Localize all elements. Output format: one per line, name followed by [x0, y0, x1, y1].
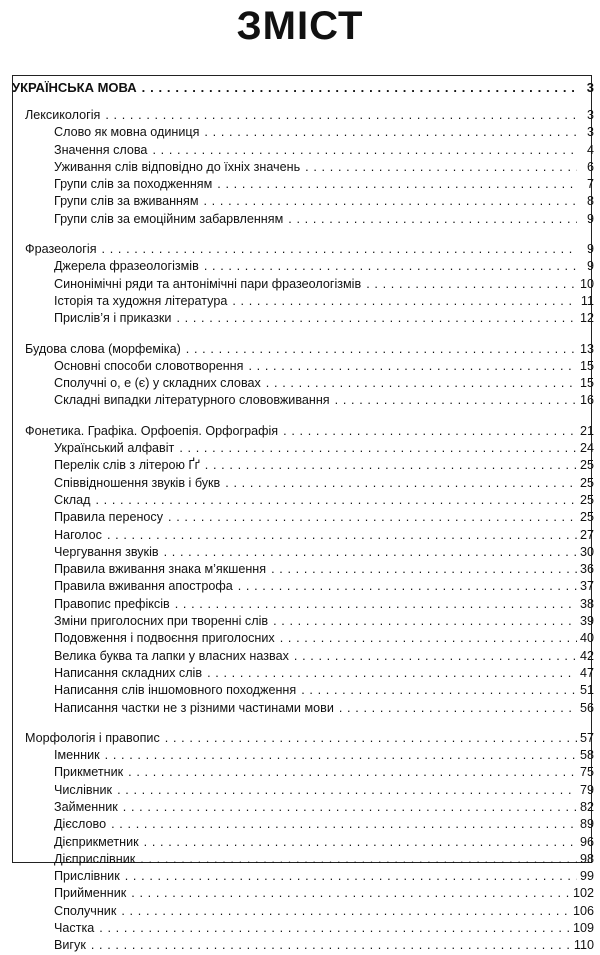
- dot-leader: [117, 782, 577, 799]
- toc-entry[interactable]: [12, 258, 596, 275]
- dot-leader: [140, 851, 577, 868]
- toc-entry-label: Співвідношення звуків і букв: [54, 475, 221, 490]
- dot-leader: [165, 730, 577, 747]
- toc-entry-label: Вигук: [54, 938, 86, 953]
- toc-entry-page: 82: [579, 799, 594, 814]
- toc-entry[interactable]: [12, 193, 596, 210]
- toc-entry[interactable]: [12, 358, 596, 375]
- toc-section-page: 21: [579, 423, 594, 438]
- dot-leader: [288, 211, 577, 228]
- toc-entry-label: Правила вживання апострофа: [54, 579, 233, 594]
- toc-entry[interactable]: [12, 834, 596, 851]
- toc-entry-label: Дієслово: [54, 817, 107, 832]
- toc-main-section-page: 3: [586, 80, 594, 95]
- toc-section-label: Фонетика. Графіка. Орфоепія. Орфографія: [25, 423, 279, 438]
- dot-leader: [125, 868, 577, 885]
- dot-leader: [186, 341, 577, 358]
- toc-entry[interactable]: [12, 903, 596, 920]
- toc-section[interactable]: [12, 730, 596, 747]
- dot-leader: [95, 492, 577, 509]
- toc-entry[interactable]: [12, 492, 596, 509]
- toc-groups: [12, 97, 596, 955]
- toc-entry-page: 51: [579, 683, 594, 698]
- toc-entry[interactable]: [12, 596, 596, 613]
- toc-entry[interactable]: [12, 682, 596, 699]
- dot-leader: [335, 392, 577, 409]
- toc-entry[interactable]: [12, 700, 596, 717]
- toc-entry[interactable]: [12, 440, 596, 457]
- dot-leader: [283, 423, 577, 440]
- dot-leader: [105, 107, 577, 124]
- dot-leader: [128, 764, 577, 781]
- toc-entry-page: 8: [586, 194, 594, 209]
- dot-leader: [238, 578, 577, 595]
- toc-entry-label: Прислів’я і приказки: [54, 311, 172, 326]
- toc-entry[interactable]: [12, 816, 596, 833]
- toc-entry-label: Написання частки не з різними частинами мови: [54, 700, 334, 715]
- toc-entry-label: Уживання слів відповідно до їхніх значень: [54, 159, 301, 174]
- toc-entry[interactable]: [12, 310, 596, 327]
- toc-entry[interactable]: [12, 747, 596, 764]
- toc-entry-label: Синонімічні ряди та антонімічні пари фразеологізмів: [54, 276, 362, 291]
- dot-leader: [271, 561, 577, 578]
- toc-entry[interactable]: [12, 937, 596, 954]
- toc-entry-page: 25: [579, 492, 594, 507]
- toc-entry-label: Велика буква та лапки у власних назвах: [54, 648, 289, 663]
- toc-entry[interactable]: [12, 630, 596, 647]
- toc-entry[interactable]: [12, 276, 596, 293]
- toc-entry[interactable]: [12, 457, 596, 474]
- toc-entry[interactable]: [12, 124, 596, 141]
- dot-leader: [164, 544, 577, 561]
- toc-section-label: Фразеологія: [25, 242, 97, 257]
- dot-leader: [266, 375, 577, 392]
- toc-entry-label: Групи слів за походженням: [54, 177, 213, 192]
- toc-entry-label: Іменник: [54, 748, 100, 763]
- dot-leader: [179, 440, 577, 457]
- toc-entry-label: Сполучні о, е (є) у складних словах: [54, 376, 261, 391]
- toc-entry-label: Сполучник: [54, 903, 117, 918]
- toc-entry-label: Український алфавіт: [54, 441, 175, 456]
- dot-leader: [176, 310, 577, 327]
- dot-leader: [121, 903, 570, 920]
- toc-entry-label: Частка: [54, 921, 95, 936]
- toc-entry[interactable]: [12, 475, 596, 492]
- dot-leader: [301, 682, 577, 699]
- toc-entry[interactable]: [12, 799, 596, 816]
- dot-leader: [152, 142, 577, 159]
- toc-entry[interactable]: [12, 851, 596, 868]
- toc-entry-label: Значення слова: [54, 142, 148, 157]
- toc-entry-label: Написання слів іншомовного походження: [54, 683, 297, 698]
- toc-entry[interactable]: [12, 868, 596, 885]
- toc-section-label: Лексикологія: [25, 108, 101, 122]
- group-spacer: [12, 410, 596, 423]
- toc-entry-page: 99: [579, 869, 594, 884]
- toc-entry-page: 9: [586, 259, 594, 274]
- dot-leader: [273, 613, 577, 630]
- toc-entry-page: 15: [579, 376, 594, 391]
- toc-entry[interactable]: [12, 613, 596, 630]
- toc-entry-page: 3: [586, 125, 594, 140]
- toc-entry-page: 25: [579, 510, 594, 525]
- toc-entry-page: 36: [579, 562, 594, 577]
- toc-entry-page: 58: [579, 748, 594, 763]
- toc-entry-page: 10: [579, 276, 594, 291]
- toc-entry-page: 42: [579, 648, 594, 663]
- toc-entry-page: 24: [579, 441, 594, 456]
- group-spacer: [12, 328, 596, 341]
- dot-leader: [305, 159, 577, 176]
- dot-leader: [107, 527, 577, 544]
- toc-entry-page: 47: [579, 665, 594, 680]
- toc-entry[interactable]: [12, 764, 596, 781]
- toc-section-page: 3: [586, 108, 594, 122]
- toc-entry-label: Прикметник: [54, 765, 124, 780]
- dot-leader: [91, 937, 571, 954]
- toc-section[interactable]: [12, 423, 596, 440]
- toc-entry-label: Історія та художня література: [54, 293, 228, 308]
- dot-leader: [366, 276, 577, 293]
- dot-leader: [225, 475, 577, 492]
- toc-entry-page: 89: [579, 817, 594, 832]
- toc-entry-page: 15: [579, 358, 594, 373]
- dot-leader: [205, 457, 577, 474]
- toc-entry-page: 56: [579, 700, 594, 715]
- group-spacer: [12, 97, 596, 107]
- toc-entry-label: Правила переносу: [54, 510, 164, 525]
- toc-entry-page: 4: [586, 142, 594, 157]
- toc-entry-page: 11: [580, 293, 594, 308]
- dot-leader: [280, 630, 577, 647]
- toc-entry[interactable]: [12, 665, 596, 682]
- toc-entry-page: 30: [579, 544, 594, 559]
- dot-leader: [168, 509, 577, 526]
- toc-entry-page: 25: [579, 458, 594, 473]
- toc-entry-label: Наголос: [54, 527, 102, 542]
- toc-entry[interactable]: [12, 392, 596, 409]
- dot-leader: [217, 176, 577, 193]
- dot-leader: [248, 358, 577, 375]
- toc-entry-label: Прислівник: [54, 869, 120, 884]
- toc-entry-page: 6: [586, 159, 594, 174]
- dot-leader: [203, 193, 577, 210]
- toc-entry[interactable]: [12, 920, 596, 937]
- toc-entry-label: Зміни приголосних при творенні слів: [54, 614, 269, 629]
- toc-entry[interactable]: [12, 159, 596, 176]
- dot-leader: [123, 799, 577, 816]
- dot-leader: [175, 596, 577, 613]
- toc-section[interactable]: [12, 107, 596, 124]
- toc-entry-page: 16: [579, 393, 594, 408]
- toc-entry[interactable]: [12, 142, 596, 159]
- toc-entry-label: Написання складних слів: [54, 665, 203, 680]
- toc-entry-page: 75: [579, 765, 594, 780]
- toc-entry-label: Групи слів за емоційним забарвленням: [54, 211, 284, 226]
- toc-section-page: 57: [579, 730, 594, 745]
- dot-leader: [102, 241, 577, 258]
- dot-leader: [207, 665, 577, 682]
- toc-section[interactable]: [12, 241, 596, 258]
- toc-entry[interactable]: [12, 561, 596, 578]
- toc-entry-label: Складні випадки літературного слововживання: [54, 393, 330, 408]
- toc-entry[interactable]: [12, 176, 596, 193]
- dot-leader: [204, 258, 577, 275]
- toc-entry-page: 109: [572, 921, 594, 936]
- dot-leader: [105, 747, 577, 764]
- toc-entry-page: 110: [573, 938, 594, 953]
- toc-entry-label: Перелік слів з літерою Ґґ: [54, 458, 200, 473]
- toc-entry-label: Слово як мовна одиниця: [54, 125, 200, 140]
- toc-section-label: Будова слова (морфеміка): [25, 341, 181, 356]
- toc-entry-label: Прийменник: [54, 886, 127, 901]
- dot-leader: [111, 816, 577, 833]
- toc-entry-label: Дієприкметник: [54, 834, 139, 849]
- toc-entry-label: Подовження і подвоєння приголосних: [54, 631, 275, 646]
- dot-leader: [294, 648, 577, 665]
- toc-section-label: Морфологія і правопис: [25, 730, 160, 745]
- toc-entry-page: 27: [579, 527, 594, 542]
- toc-entry-page: 12: [579, 311, 594, 326]
- group-spacer: [12, 717, 596, 730]
- dot-leader: [339, 700, 577, 717]
- toc-entry[interactable]: [12, 544, 596, 561]
- toc-entry[interactable]: [12, 648, 596, 665]
- toc-entry-page: 98: [579, 851, 594, 866]
- toc-entry-page: 38: [579, 596, 594, 611]
- dot-leader: [142, 79, 577, 97]
- toc-entry-label: Займенник: [54, 799, 118, 814]
- toc-entry-label: Числівник: [54, 782, 113, 797]
- toc-entry-page: 79: [579, 782, 594, 797]
- toc-main-section[interactable]: [12, 79, 596, 97]
- toc-entry-page: 96: [579, 834, 594, 849]
- toc-entry-page: 9: [586, 211, 594, 226]
- toc-section-page: 9: [586, 242, 594, 257]
- toc-entry[interactable]: [12, 211, 596, 228]
- toc-entry-label: Дієприслівник: [54, 851, 136, 866]
- toc-entry[interactable]: [12, 885, 596, 902]
- toc-entry-label: Джерела фразеологізмів: [54, 259, 199, 274]
- toc-entry-label: Чергування звуків: [54, 544, 159, 559]
- dot-leader: [131, 885, 570, 902]
- table-of-contents: [12, 79, 596, 955]
- dot-leader: [99, 920, 570, 937]
- toc-entry[interactable]: [12, 375, 596, 392]
- toc-entry-label: Правила вживання знака м’якшення: [54, 562, 267, 577]
- toc-entry[interactable]: [12, 527, 596, 544]
- toc-entry-label: Групи слів за вживанням: [54, 194, 199, 209]
- toc-entry-page: 102: [572, 886, 594, 901]
- toc-entry-page: 25: [579, 475, 594, 490]
- toc-main-section-label: УКРАЇНСЬКА МОВА: [12, 80, 137, 95]
- toc-entry-label: Правопис префіксів: [54, 596, 170, 611]
- group-spacer: [12, 228, 596, 241]
- toc-entry-page: 7: [586, 177, 594, 192]
- dot-leader: [144, 834, 577, 851]
- toc-entry[interactable]: [12, 293, 596, 310]
- toc-entry-page: 39: [579, 614, 594, 629]
- toc-entry-page: 37: [579, 579, 594, 594]
- dot-leader: [204, 124, 577, 141]
- toc-entry[interactable]: [12, 509, 596, 526]
- toc-entry[interactable]: [12, 782, 596, 799]
- toc-entry-label: Основні способи словотворення: [54, 358, 244, 373]
- toc-entry-label: Склад: [54, 492, 91, 507]
- page-title: ЗМІСТ: [236, 4, 364, 48]
- toc-entry-page: 106: [572, 903, 594, 918]
- toc-section[interactable]: [12, 341, 596, 358]
- dot-leader: [232, 293, 577, 310]
- toc-entry-page: 40: [579, 631, 594, 646]
- toc-entry[interactable]: [12, 578, 596, 595]
- toc-section-page: 13: [579, 341, 594, 356]
